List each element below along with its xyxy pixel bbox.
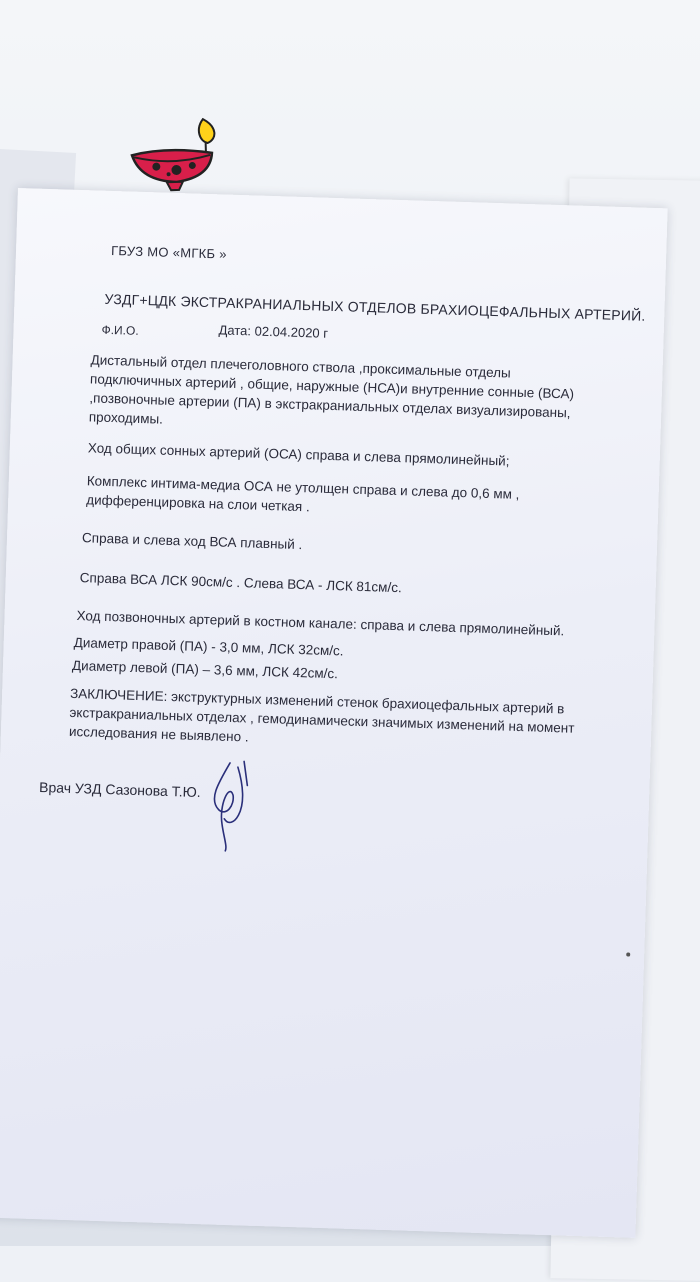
paragraph-conclusion: ЗАКЛЮЧЕНИЕ: экструктурных изменений стенок брахиоцефальных артерий в экстракраниальных отделах , гемодинамически значимых изменений на момент исследования не выявлено . bbox=[68, 685, 575, 745]
paragraph-left-diameter: Диаметр левой (ПА) – 3,6 мм, ЛСК 42см/с. bbox=[71, 657, 339, 682]
document-page bbox=[0, 188, 668, 1238]
doctor-signature-line: Врач УЗД Сазонова Т.Ю. bbox=[38, 778, 201, 801]
paper-speck bbox=[626, 952, 630, 956]
paragraph-vsa-course: Справа и слева ход ВСА плавный . bbox=[81, 530, 303, 553]
paragraph-right-diameter: Диаметр правой (ПА) - 3,0 мм, ЛСК 32см/с. bbox=[73, 634, 344, 659]
organization-header: ГБУЗ МО «МГКБ » bbox=[110, 242, 228, 262]
document-title: УЗДГ+ЦДК ЭКСТРАКРАНИАЛЬНЫХ ОТДЕЛОВ БРАХИОЦЕФАЛЬНЫХ АРТЕРИЙ. bbox=[104, 290, 646, 324]
handwritten-signature bbox=[197, 754, 270, 856]
diya-lamp-sticker-icon bbox=[125, 114, 227, 195]
paragraph-vertebral-course: Ход позвоночных артерий в костном канале: справа и слева прямолинейный. bbox=[76, 608, 565, 639]
paragraph-intima-media: Комплекс интима-медиа ОСА не утолщен справа и слева до 0,6 мм , дифференцировка на слои четкая . bbox=[86, 473, 520, 515]
paragraph-osa-course: Ход общих сонных артерий (ОСА) справа и слева прямолинейный; bbox=[87, 440, 510, 469]
paragraph-findings: Дистальный отдел плечеголовного ствола ,проксимальные отделы подключичных артерий , общие, наружные (НСА)и внутренние сонные (ВСА) ,позвоночные артерии (ПА) в экстракраниальных отделах визуализированы, проходимы. bbox=[88, 352, 575, 427]
exam-date: Дата: 02.04.2020 г bbox=[218, 322, 329, 341]
fio-label: Ф.И.О. bbox=[101, 322, 139, 338]
paragraph-vsa-velocity: Справа ВСА ЛСК 90см/с . Слева ВСА - ЛСК 81см/с. bbox=[79, 570, 402, 596]
